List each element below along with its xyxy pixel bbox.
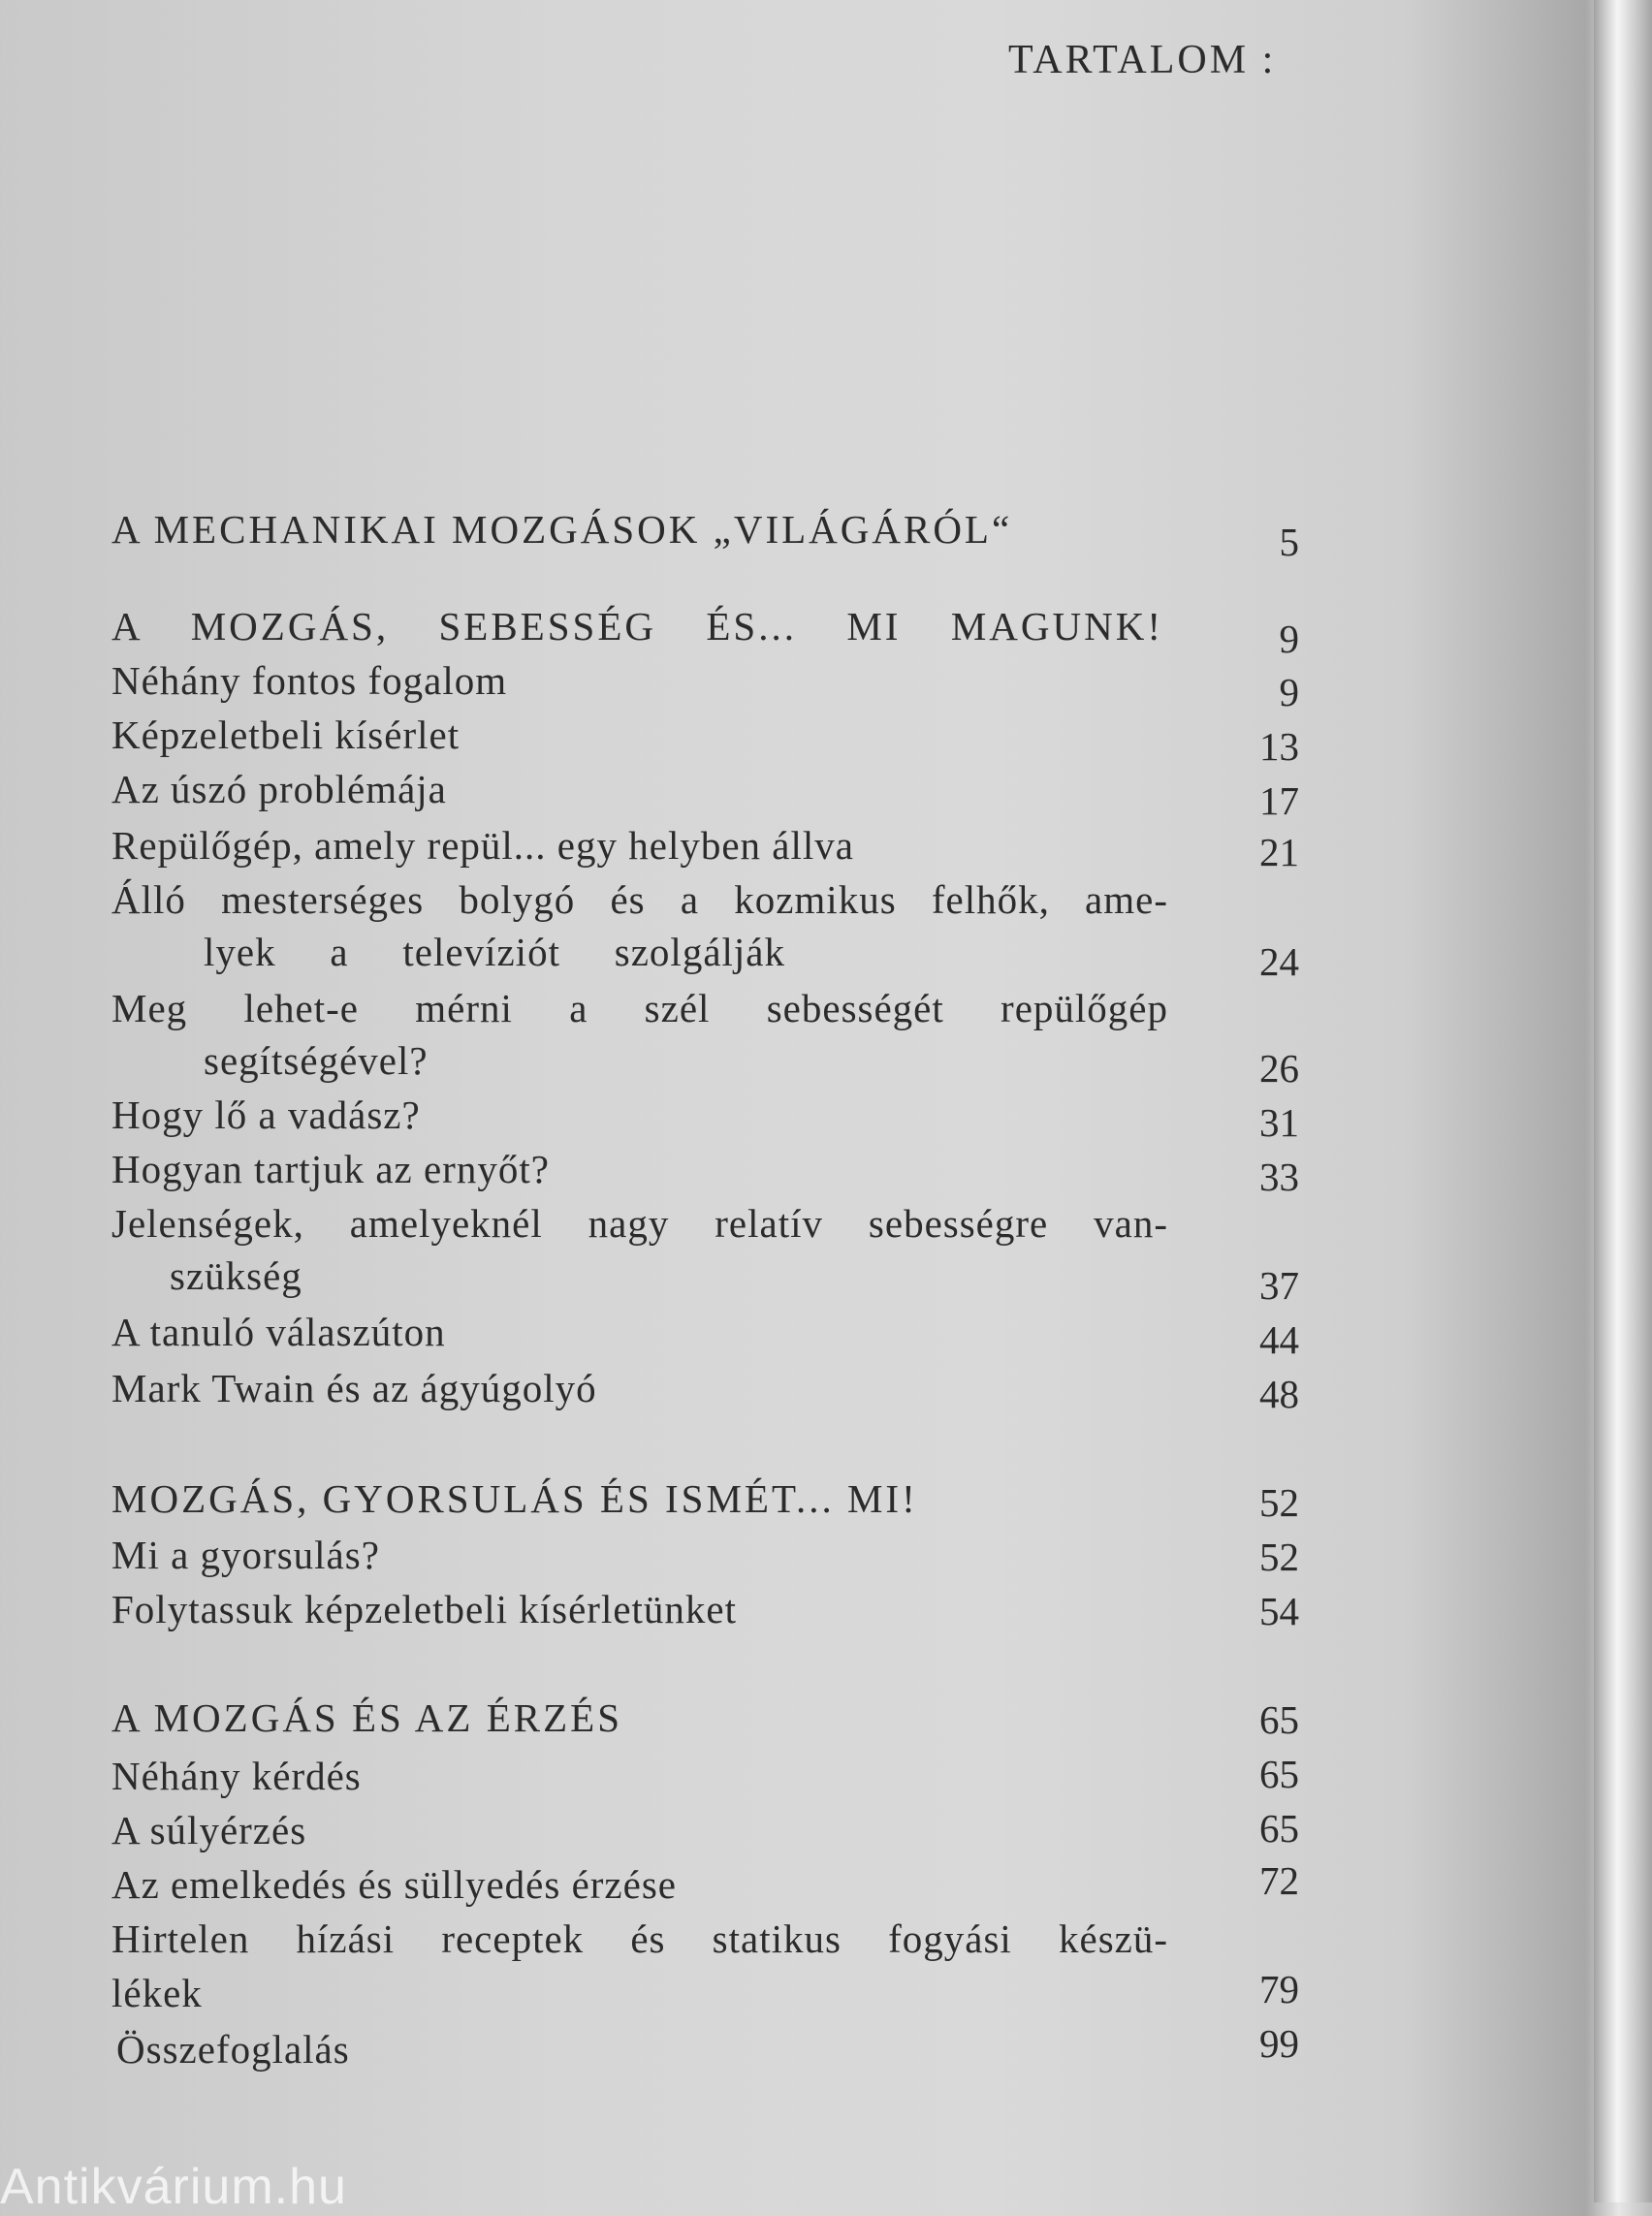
- toc-entry-title: Összefoglalás: [116, 2027, 350, 2072]
- toc-page-number: 9: [1279, 670, 1299, 714]
- toc-page-number: 52: [1259, 1535, 1299, 1579]
- watermark: Antikvárium.hu: [0, 2159, 347, 2215]
- toc-entry-title: Az emelkedés és süllyedés érzése: [111, 1862, 677, 1907]
- toc-entry-title: Az úszó problémája: [111, 767, 447, 811]
- toc-page-number: 54: [1259, 1589, 1299, 1633]
- toc-entry-title: Hirtelen hízási receptek és statikus fogyási készü-: [111, 1916, 1168, 1961]
- toc-page-number: 65: [1259, 1752, 1299, 1796]
- toc-page-number: 52: [1259, 1480, 1299, 1525]
- toc-entry-title: Néhány fontos fogalom: [111, 658, 508, 703]
- toc-page-number: 17: [1259, 778, 1299, 823]
- toc-page-number: 13: [1259, 724, 1299, 769]
- toc-page-number: 44: [1259, 1317, 1299, 1362]
- toc-entry-title-continued: szükség: [170, 1253, 302, 1298]
- toc-section-title: A MOZGÁS ÉS AZ ÉRZÉS: [111, 1695, 622, 1740]
- toc-entry-title: Hogyan tartjuk az ernyőt?: [111, 1147, 550, 1191]
- toc-page-number: 31: [1259, 1100, 1299, 1145]
- toc-page-number: 37: [1259, 1263, 1299, 1308]
- toc-page-number: 65: [1259, 1806, 1299, 1851]
- toc-page-number: 9: [1279, 617, 1299, 661]
- toc-page-number: 26: [1259, 1046, 1299, 1091]
- toc-entry-title: Folytassuk képzeletbeli kísérletünket: [111, 1587, 738, 1631]
- toc-entry-title: Meg lehet-e mérni a szél sebességét repülőgép: [111, 986, 1168, 1030]
- toc-entry-title: A súlyérzés: [111, 1808, 307, 1852]
- toc-entry-title: Álló mesterséges bolygó és a kozmikus felhők, ame-: [111, 877, 1168, 922]
- toc-page-number: 48: [1259, 1372, 1299, 1416]
- page-edge: [1594, 0, 1652, 2202]
- toc-page-number: 5: [1279, 520, 1299, 564]
- toc-entry-title: Mark Twain és az ágyúgolyó: [111, 1366, 597, 1410]
- toc-section-title: A MOZGÁS, SEBESSÉG ÉS... MI MAGUNK!: [111, 604, 1163, 649]
- toc-entry-title: Képzeletbeli kísérlet: [111, 712, 461, 757]
- toc-page-number: 24: [1259, 939, 1299, 984]
- toc-entry-title: Mi a gyorsulás?: [111, 1533, 380, 1577]
- toc-entry-title: Hogy lő a vadász?: [111, 1092, 421, 1137]
- toc-page-number: 79: [1259, 1967, 1299, 2011]
- toc-entry-title: A tanuló válaszúton: [111, 1310, 446, 1354]
- toc-entry-title: Jelenségek, amelyeknél nagy relatív sebességre van-: [111, 1201, 1168, 1246]
- page-title: TARTALOM :: [1008, 38, 1277, 82]
- toc-section-title: MOZGÁS, GYORSULÁS ÉS ISMÉT... MI!: [111, 1476, 918, 1521]
- toc-entry-title: Néhány kérdés: [111, 1754, 362, 1798]
- toc-page-number: 65: [1259, 1697, 1299, 1742]
- toc-page-number: 33: [1259, 1155, 1299, 1199]
- toc-entry-title-continued: segítségével?: [204, 1038, 429, 1083]
- toc-page-number: 99: [1259, 2021, 1299, 2066]
- toc-page-number: 21: [1259, 830, 1299, 874]
- toc-entry-title-continued: lyek a televíziót szolgálják: [204, 930, 785, 974]
- toc-section-title: A MECHANIKAI MOZGÁSOK „VILÁGÁRÓL“: [111, 507, 1013, 552]
- toc-entry-title-continued: lékek: [111, 1971, 203, 2015]
- toc-page-number: 72: [1259, 1858, 1299, 1903]
- toc-entry-title: Repülőgép, amely repül... egy helyben állva: [111, 823, 854, 868]
